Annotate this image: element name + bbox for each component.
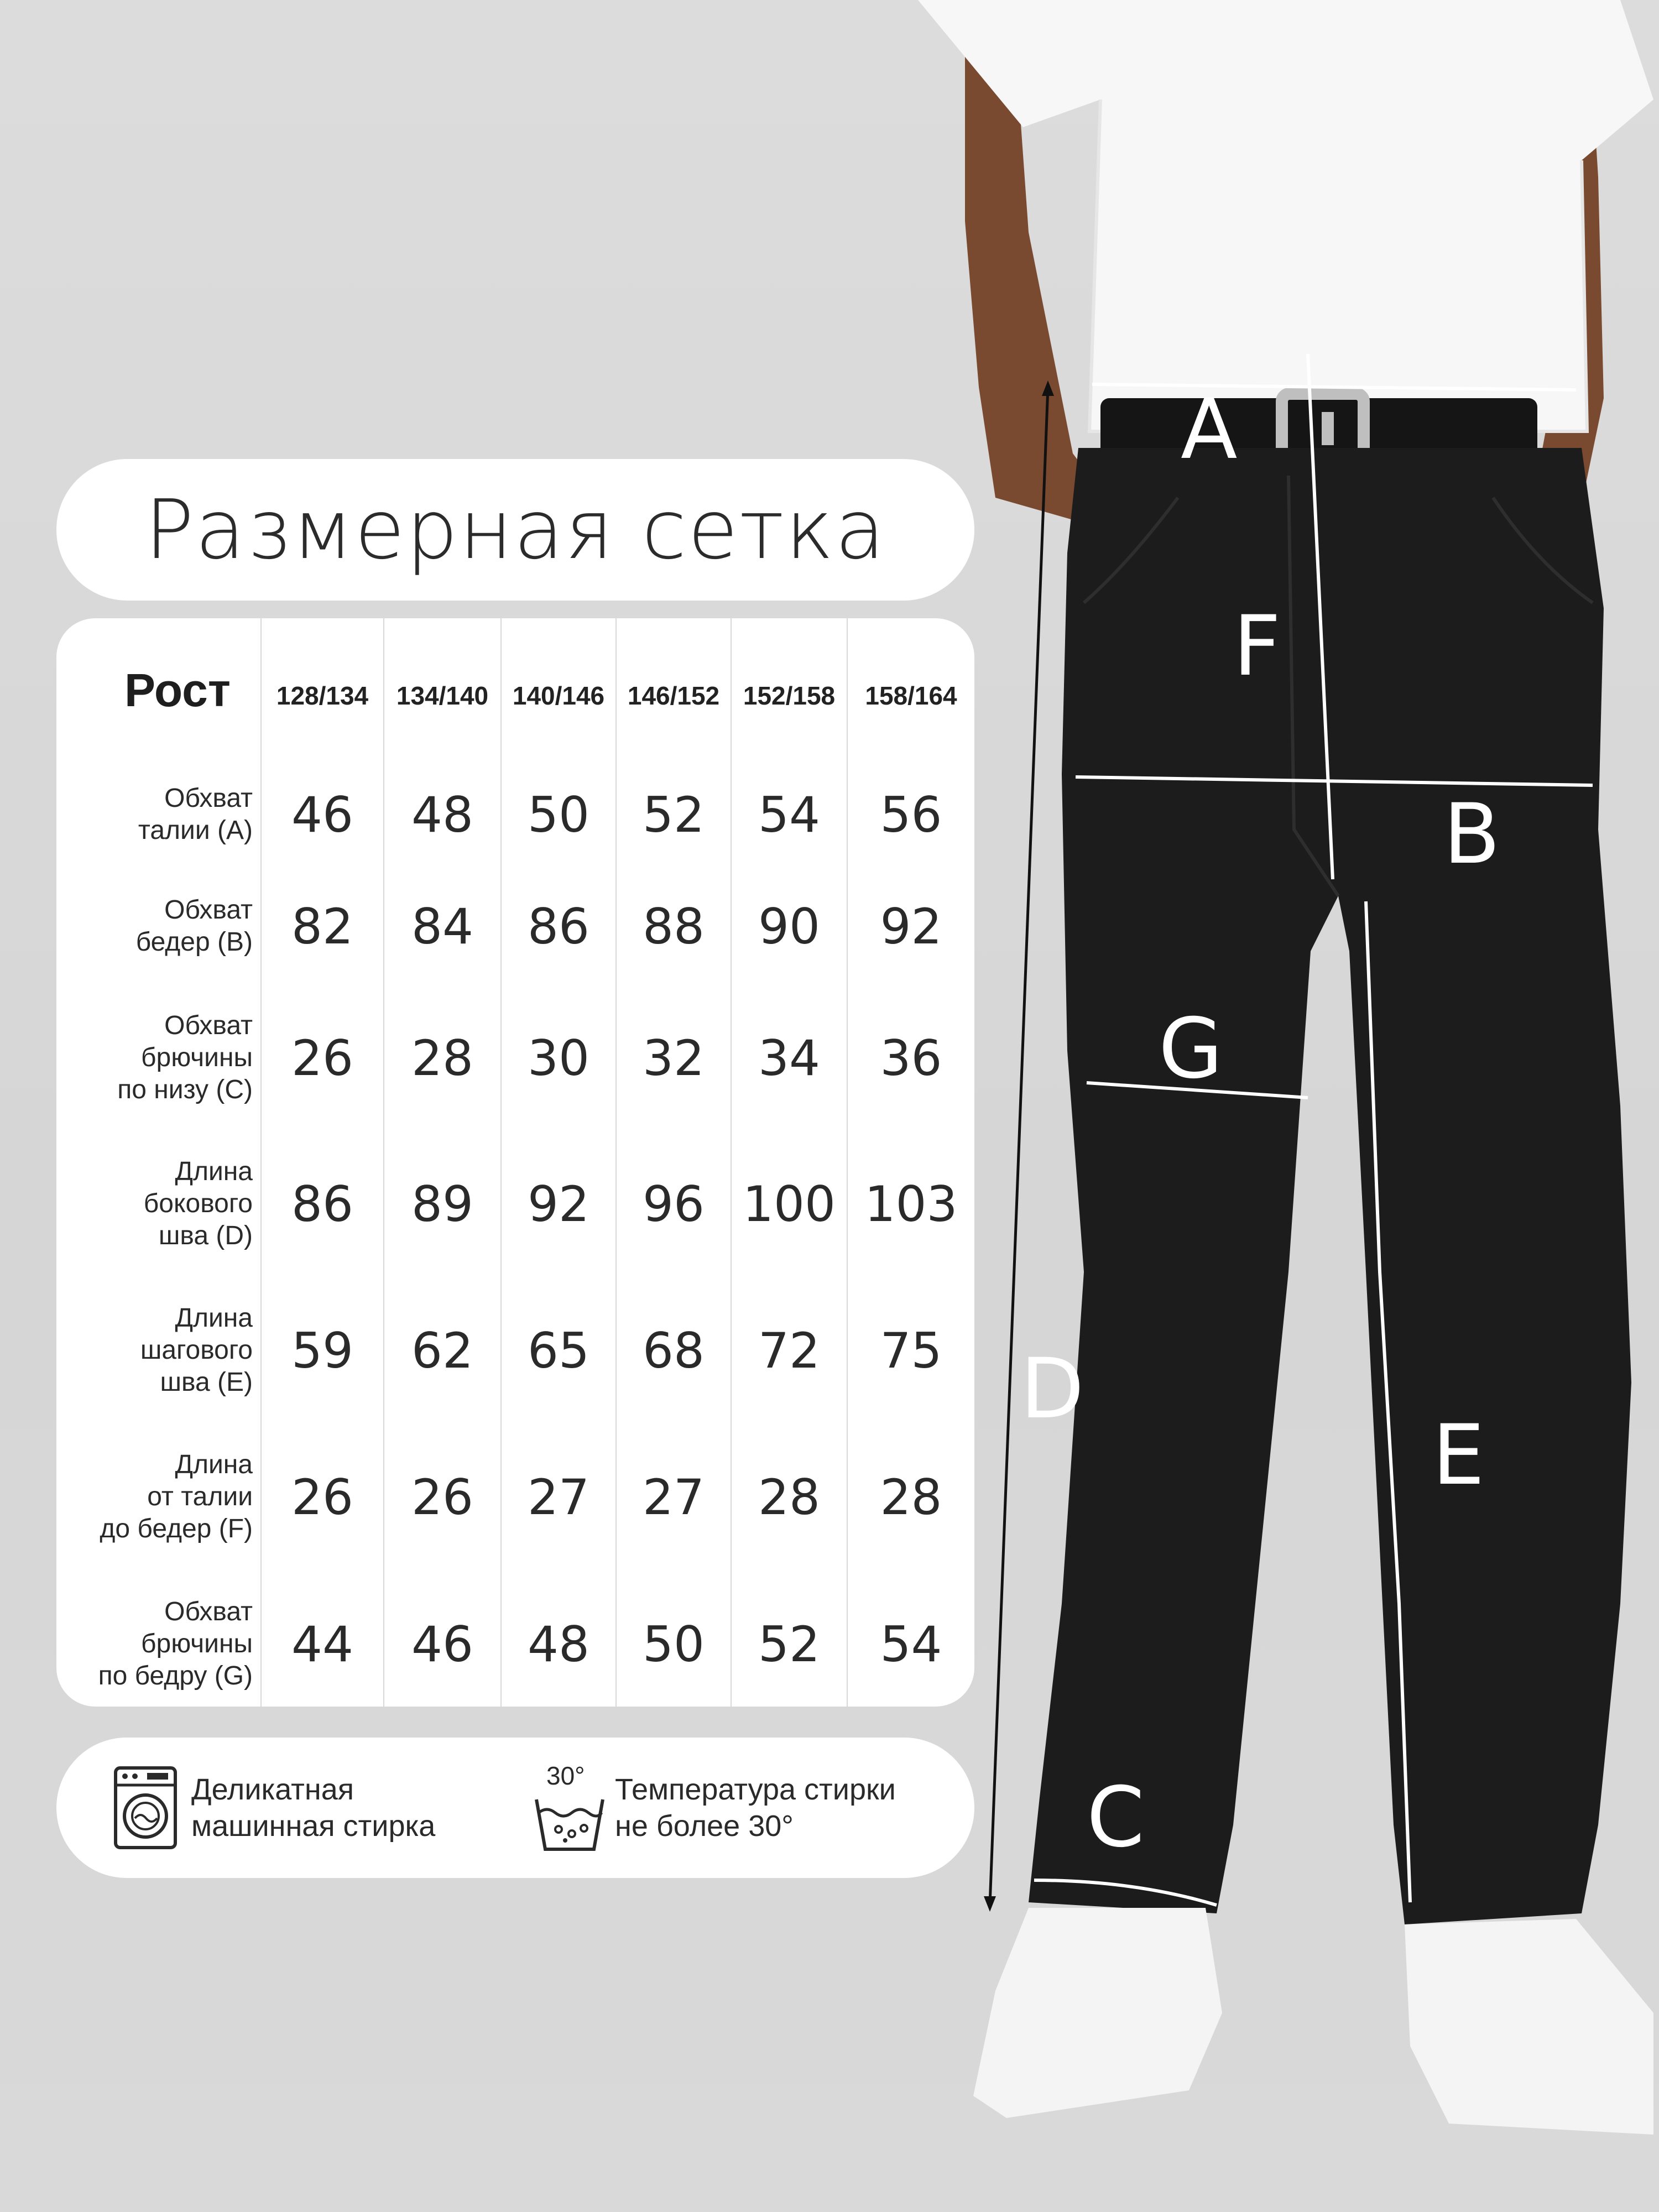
column-header: 140/146 bbox=[501, 618, 616, 762]
row-label: Обхват брючины по низу (C) bbox=[117, 1011, 253, 1104]
table-cell: 92 bbox=[847, 867, 974, 985]
table-cell: 27 bbox=[616, 1423, 731, 1571]
measure-label-b: B bbox=[1443, 786, 1500, 883]
table-cell: 56 bbox=[847, 762, 974, 867]
care-delicate-wash bbox=[113, 1765, 435, 1850]
measure-label-d: D bbox=[1020, 1341, 1084, 1437]
table-cell: 65 bbox=[501, 1277, 616, 1423]
table-cell: 26 bbox=[261, 985, 384, 1130]
row-label: Обхват бедер (B) bbox=[135, 895, 253, 957]
table-cell: 86 bbox=[501, 867, 616, 985]
column-header: 158/164 bbox=[847, 618, 974, 762]
table-row bbox=[56, 985, 974, 1130]
table-cell: 54 bbox=[847, 1571, 974, 1718]
table-row bbox=[56, 1277, 974, 1423]
table-cell: 86 bbox=[261, 1130, 384, 1277]
care-text-line: Температура стирки bbox=[615, 1773, 896, 1806]
column-header: 134/140 bbox=[384, 618, 501, 762]
row-label: Длина от талии до бедер (F) bbox=[100, 1450, 253, 1543]
row-label: Обхват талии (A) bbox=[138, 784, 253, 845]
table-cell: 50 bbox=[616, 1571, 731, 1718]
washing-machine-icon bbox=[113, 1765, 178, 1850]
row-label: Обхват брючины по бедру (G) bbox=[98, 1597, 253, 1691]
care-text-line: Деликатная bbox=[191, 1773, 354, 1806]
table-cell: 27 bbox=[501, 1423, 616, 1571]
measure-label-c: C bbox=[1087, 1770, 1145, 1866]
table-header-row bbox=[56, 618, 974, 762]
measure-label-e: E bbox=[1432, 1407, 1485, 1504]
table-cell: 62 bbox=[384, 1277, 501, 1423]
measure-line-d bbox=[984, 380, 1054, 1912]
table-cell: 68 bbox=[616, 1277, 731, 1423]
table-cell: 26 bbox=[261, 1423, 384, 1571]
table-cell: 75 bbox=[847, 1277, 974, 1423]
height-header: Рост bbox=[124, 664, 231, 716]
table-cell: 92 bbox=[501, 1130, 616, 1277]
row-label: Длина бокового шва (D) bbox=[143, 1157, 253, 1250]
table-cell: 50 bbox=[501, 762, 616, 867]
column-header: 152/158 bbox=[731, 618, 847, 762]
table-cell: 26 bbox=[384, 1423, 501, 1571]
column-header: 146/152 bbox=[616, 618, 731, 762]
table-cell: 52 bbox=[616, 762, 731, 867]
table-cell: 28 bbox=[384, 985, 501, 1130]
table-cell: 52 bbox=[731, 1571, 847, 1718]
measure-label-g: G bbox=[1159, 1001, 1223, 1097]
table-cell: 59 bbox=[261, 1277, 384, 1423]
jeans bbox=[1029, 448, 1631, 1924]
table-cell: 96 bbox=[616, 1130, 731, 1277]
wash-30-icon bbox=[533, 1794, 606, 1855]
care-temperature bbox=[533, 1761, 896, 1855]
table-cell: 103 bbox=[847, 1130, 974, 1277]
measure-label-a: A bbox=[1181, 382, 1238, 478]
care-text-line: не более 30° bbox=[615, 1809, 794, 1843]
table-cell: 44 bbox=[261, 1571, 384, 1718]
size-chart-table bbox=[56, 618, 974, 1718]
table-cell: 48 bbox=[501, 1571, 616, 1718]
table-cell: 72 bbox=[731, 1277, 847, 1423]
table-cell: 54 bbox=[731, 762, 847, 867]
wash-temperature-label: 30° bbox=[546, 1761, 585, 1790]
table-row bbox=[56, 867, 974, 985]
table-cell: 88 bbox=[616, 867, 731, 985]
table-row bbox=[56, 762, 974, 867]
table-cell: 28 bbox=[731, 1423, 847, 1571]
care-instructions bbox=[56, 1738, 974, 1878]
sneakers bbox=[973, 1908, 1653, 2135]
table-row bbox=[56, 1423, 974, 1571]
table-cell: 46 bbox=[384, 1571, 501, 1718]
size-chart-panel bbox=[56, 618, 974, 1707]
table-cell: 89 bbox=[384, 1130, 501, 1277]
column-header: 128/134 bbox=[261, 618, 384, 762]
page-title: Размерная сетка bbox=[144, 482, 886, 577]
measure-label-f: F bbox=[1233, 598, 1281, 695]
table-cell: 46 bbox=[261, 762, 384, 867]
row-label: Длина шагового шва (E) bbox=[140, 1303, 253, 1397]
table-cell: 100 bbox=[731, 1130, 847, 1277]
title-banner bbox=[56, 459, 974, 601]
table-row bbox=[56, 1130, 974, 1277]
table-cell: 28 bbox=[847, 1423, 974, 1571]
table-row bbox=[56, 1571, 974, 1718]
table-cell: 36 bbox=[847, 985, 974, 1130]
table-cell: 48 bbox=[384, 762, 501, 867]
table-cell: 32 bbox=[616, 985, 731, 1130]
table-cell: 34 bbox=[731, 985, 847, 1130]
table-cell: 84 bbox=[384, 867, 501, 985]
table-cell: 30 bbox=[501, 985, 616, 1130]
care-text-line: машинная стирка bbox=[191, 1809, 436, 1843]
table-cell: 90 bbox=[731, 867, 847, 985]
table-cell: 82 bbox=[261, 867, 384, 985]
